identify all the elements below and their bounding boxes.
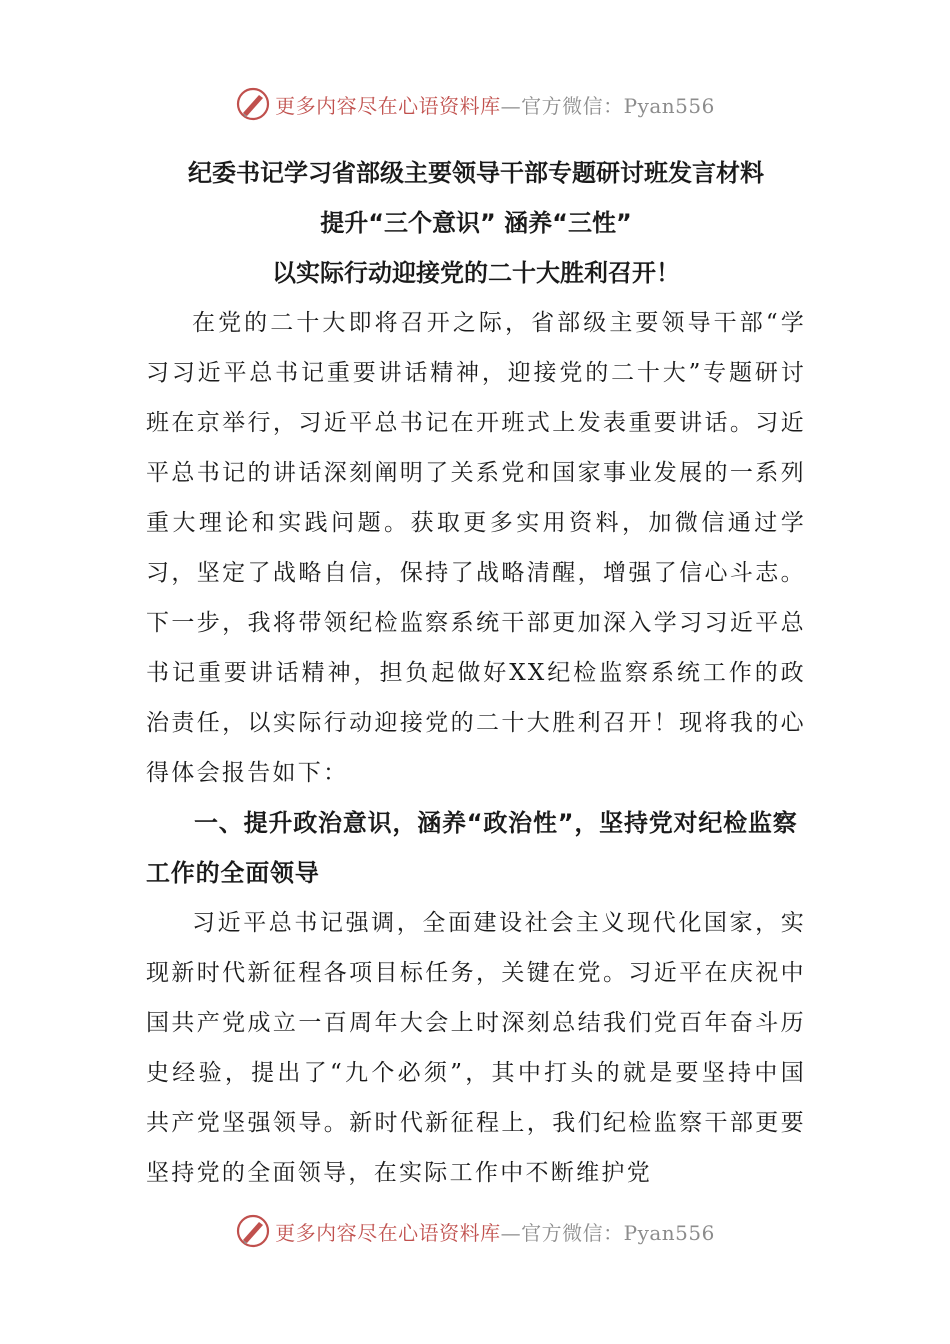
document-subtitle-2: 以实际行动迎接党的二十大胜利召开！: [272, 259, 680, 287]
watermark-text: 更多内容尽在心语资料库—官方微信：Pyan556: [275, 93, 715, 118]
pen-logo-icon: [235, 1213, 271, 1249]
watermark-header: [0, 84, 950, 124]
watermark-footer: [0, 1211, 950, 1251]
section-1-paragraph: 习近平总书记强调，全面建设社会主义现代化国家，实现新时代新征程各项目标任务，关键在党。习近平在庆祝中国共产党成立一百周年大会上时深刻总结我们党百年奋斗历史经验，提出了“九个必须”，其中打头的就是要坚持中国共产党坚强领导。新时代新征程上，我们纪检监察干部更要坚持党的全面领导，在实际工作中不断维护党: [146, 910, 806, 1186]
watermark-text: 更多内容尽在心语资料库—官方微信：Pyan556: [275, 1220, 715, 1245]
intro-paragraph: 在党的二十大即将召开之际，省部级主要领导干部“学习习近平总书记重要讲话精神，迎接党的二十大”专题研讨班在京举行，习近平总书记在开班式上发表重要讲话。习近平总书记的讲话深刻阐明了关系党和国家事业发展的一系列重大理论和实践问题。获取更多实用资料，加微信通过学习，坚定了战略自信，保持了战略清醒，增强了信心斗志。下一步，我将带领纪检监察系统干部更加深入学习习近平总书记重要讲话精神，担负起做好XX纪检监察系统工作的政治责任，以实际行动迎接党的二十大胜利召开！现将我的心得体会报告如下：: [146, 310, 806, 786]
section-heading-1: 一、提升政治意识，涵养“政治性”，坚持党对纪检监察工作的全面领导: [146, 809, 798, 887]
document-subtitle: 提升“三个意识” 涵养“三性”: [320, 209, 632, 237]
document-title: 纪委书记学习省部级主要领导干部专题研讨班发言材料: [188, 159, 764, 187]
document-body: [146, 148, 806, 1198]
pen-logo-icon: [235, 86, 271, 122]
